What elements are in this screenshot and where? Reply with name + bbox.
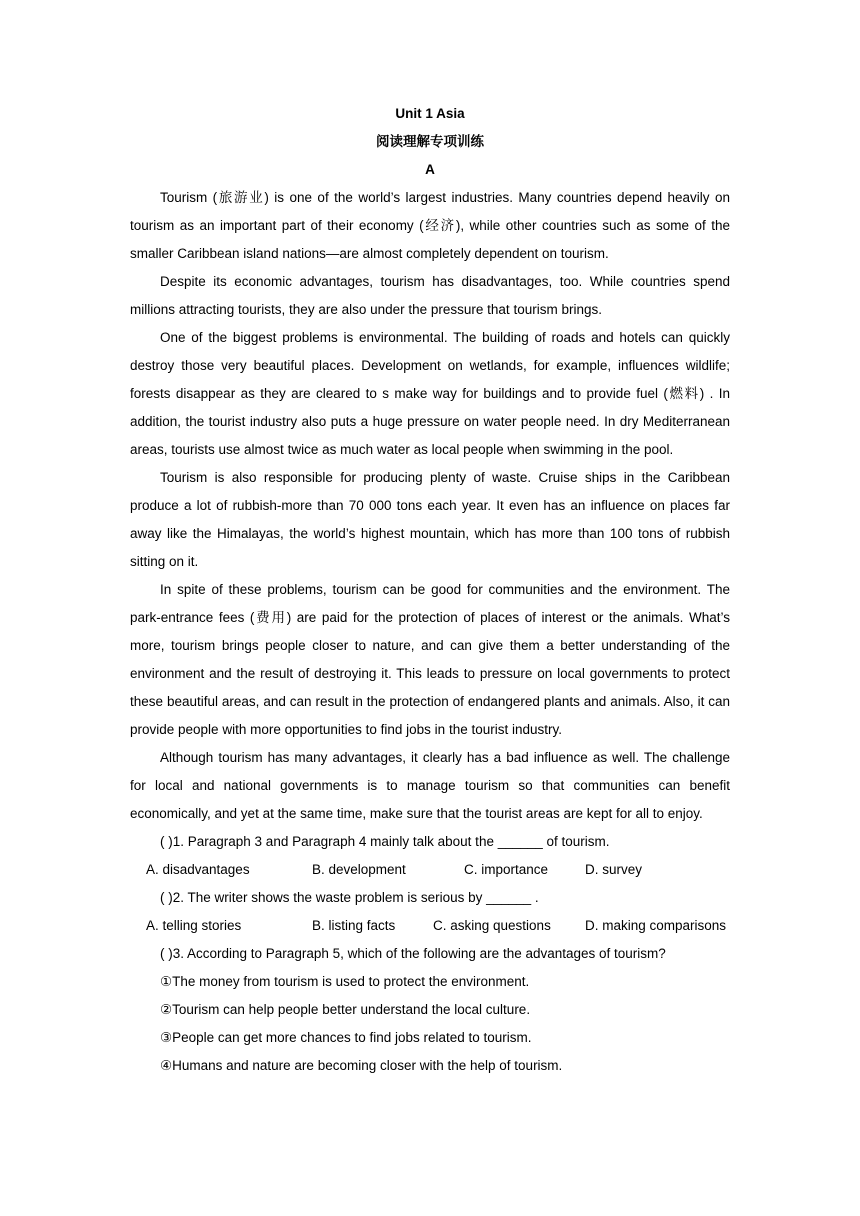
question-1-stem: ( )1. Paragraph 3 and Paragraph 4 mainly talk about the ______ of tourism. (160, 834, 610, 849)
question-1-option-a: A. disadvantages (146, 862, 250, 877)
question-2-option-a: A. telling stories (146, 918, 242, 933)
paragraph-6: Although tourism has many advantages, it clearly has a bad influence as well. The challenge for local and national governments is to manage tourism so that communities can benefit economically, and yet at the same time, make sure that the tourist areas are kept for all to enjoy. (130, 750, 730, 821)
section-title: 阅读理解专项训练 (376, 134, 484, 149)
paragraph-1: Tourism (旅游业) is one of the world’s largest industries. Many countries depend heavily on tourism as an important part of their economy (经济), while other countries such as some of the smaller Caribbean island nations—are almost completely dependent on tourism. (130, 190, 730, 261)
question-2-option-c: C. asking questions (433, 918, 551, 933)
question-2-option-d: D. making comparisons (585, 918, 727, 933)
paragraph-4: Tourism is also responsible for producing plenty of waste. Cruise ships in the Caribbean produce a lot of rubbish-more than 70 000 tons each year. It even has an influence on places far away like the Himalayas, the world’s highest mountain, which has more than 100 tons of rubbish sitting on it. (130, 470, 730, 569)
unit-title: Unit 1 Asia (395, 106, 465, 121)
question-1-option-b: B. development (312, 862, 406, 877)
question-1-options (130, 856, 730, 884)
question-2-stem: ( )2. The writer shows the waste problem is serious by ______ . (160, 890, 539, 905)
question-3-statement-3: ③People can get more chances to find jobs related to tourism. (160, 1030, 532, 1045)
document-page (130, 100, 730, 1080)
question-3-statement-1: ①The money from tourism is used to protect the environment. (160, 974, 530, 989)
paragraph-2: Despite its economic advantages, tourism has disadvantages, too. While countries spend millions attracting tourists, they are also under the pressure that tourism brings. (130, 274, 730, 317)
paragraph-5: In spite of these problems, tourism can be good for communities and the environment. The park-entrance fees (费用) are paid for the protection of places of interest or the animals. What’s more, tourism brings people closer to nature, and can give them a better understanding of the environment and the result of destroying it. This leads to pressure on local governments to protect these beautiful areas, and can result in the protection of endangered plants and animals. Also, it can provide people with more opportunities to find jobs in the tourist industry. (130, 582, 730, 737)
question-3-stem: ( )3. According to Paragraph 5, which of the following are the advantages of tourism? (160, 946, 666, 961)
question-3-statement-2: ②Tourism can help people better understand the local culture. (160, 1002, 531, 1017)
question-1-option-c: C. importance (464, 862, 549, 877)
part-label: A (425, 162, 435, 177)
question-1-option-d: D. survey (585, 862, 643, 877)
paragraph-3: One of the biggest problems is environmental. The building of roads and hotels can quickly destroy those very beautiful places. Development on wetlands, for example, influences wildlife; forests disappear as they are cleared to s make way for buildings and to provide fuel (燃料) . In addition, the tourist industry also puts a huge pressure on water people need. In dry Mediterranean areas, tourists use almost twice as much water as local people when swimming in the pool. (130, 330, 730, 457)
question-2-option-b: B. listing facts (312, 918, 396, 933)
question-2-options (130, 912, 730, 940)
question-3-statement-4: ④Humans and nature are becoming closer with the help of tourism. (160, 1058, 563, 1073)
